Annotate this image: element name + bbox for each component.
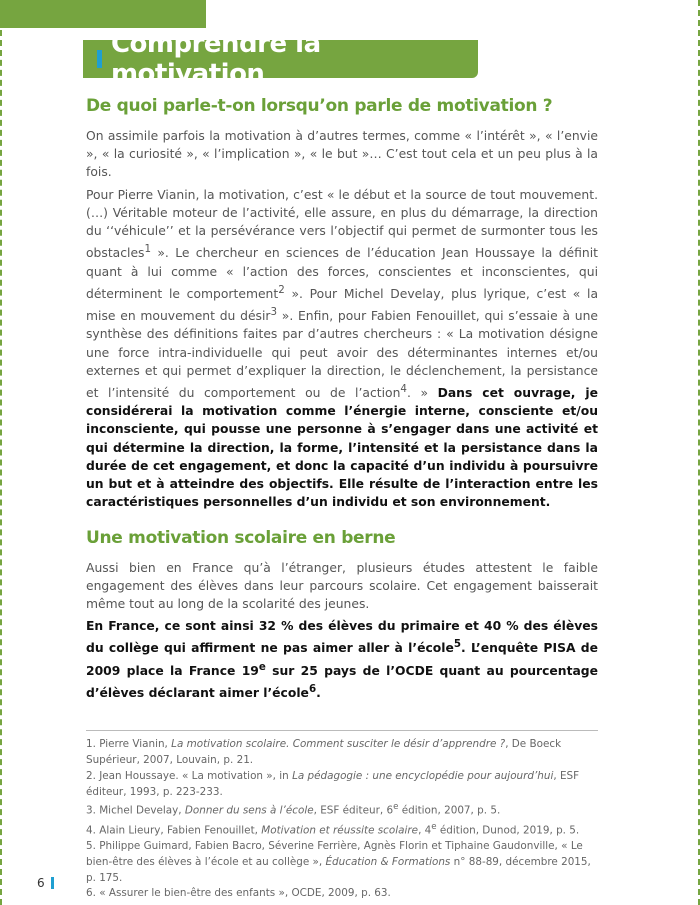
footnote-ref-5: 5 (453, 638, 462, 651)
left-dashed-border (0, 0, 2, 905)
footnote-5: 5. Philippe Guimard, Fabien Bacro, Séverine Ferrière, Agnès Florin et Tiphaine Gaudonville, « Le bien-être des élèves à l’école et au collège », Éducation & Formations n° 88-89, décembre 2015, p. 175. (86, 839, 591, 884)
footnote-1: 1. Pierre Vianin, La motivation scolaire. Comment susciter le désir d’apprendre ?, De Boeck Supérieur, 2007, Louvain, p. 21. (86, 738, 562, 767)
author-definition-bold: Dans cet ouvrage, je considérerai la motivation comme l’énergie interne, consciente et/ou inconsciente, qui pousse une personne à s’engager dans une activité et qui détermine la direction, la forme, l’intensité et la persistance dans la durée de cet engagement, et donc la capacité d’un individu à poursuivre un but et à atteindre des objectifs. Elle résulte de l’interaction entre les caractéristiques personnelles d’un individu et son environnement. (86, 386, 598, 510)
section-heading-school-motivation: Une motivation scolaire en berne (86, 527, 396, 548)
footnote-ref-6: 6 (308, 682, 317, 695)
footnote-3: 3. Michel Develay, Donner du sens à l’école, ESF éditeur, 6e édition, 2007, p. 5. (86, 802, 501, 817)
footnote-ref-3: 3 (270, 306, 278, 319)
paragraph-definitions: Pour Pierre Vianin, la motivation, c’est « le début et la source de tout mouvement. (…) Véritable moteur de l’activité, elle assure, en plus du démarrage, la direction du ‘‘véhicule’’ et la persévérance vers l’objectif qui permet de surmonter tous les obstacles$^1$ ». Le chercheur en sciences de l’éducation Jean Houssaye la définit quant à lui comme « l’action des forces, conscientes et inconscientes, qui déterminent le comportement$^2$ ». Pour Michel Develay, plus lyrique, c’est « la mise en mouvement du désir$^3$ ». Enfin, pour Fabien Fenouillet, qui s’essaie à une synthèse des définitions faites par d’autres chercheurs : « La motivation désigne une force intra-individuelle qui peut avoir des déterminantes internes et/ou externes et qui permet d’expliquer la direction, le déclenchement, la persistance et l’intensité du comportement ou de l’action$^4$. » Dans cet ouvrage, je considérerai la motivation comme l’énergie interne, consciente et/ou inconsciente, qui pousse une personne à s’engager dans une activité et qui détermine la direction, la forme, l’intensité et la persistance dans la durée de cet engagement, et donc la capacité d’un individu à poursuivre un but et à atteindre des objectifs. Elle résulte de l’interaction entre les caractéristiques personnelles d’un individu et son environnement. (86, 187, 599, 510)
paragraph-statistics: En France, ce sont ainsi 32 % des élèves du primaire et 40 % des élèves du collège qui affirment ne pas aimer aller à l’école$^5$. L’enquête PISA de 2009 place la France 19e sur 25 pays de l’OCDE quant au pourcentage d’élèves déclarant aimer l’école$^6$. (86, 619, 599, 701)
paragraph-intro: On assimile parfois la motivation à d’autres termes, comme « l’intérêt », « l’envie », « la curiosité », « l’implication », « le but »… C’est tout cela et un peu plus à la fois. (86, 129, 598, 180)
section-heading-motivation-definition: De quoi parle-t-on lorsqu’on parle de motivation ? (86, 96, 553, 116)
section-school-motivation (86, 526, 598, 703)
footnote-6: 6. « Assurer le bien-être des enfants », OCDE, 2009, p. 63. (86, 887, 391, 900)
page-number-marker (51, 877, 54, 889)
footnote-2: 2. Jean Houssaye. « La motivation », in La pédagogie : une encyclopédie pour aujourd’hui, ESF éditeur, 1993, p. 223-233. (86, 769, 580, 798)
chapter-title-bar (83, 29, 478, 89)
corner-tab-decoration (0, 0, 206, 28)
footnote-ref-2: 2 (278, 283, 285, 296)
paragraph-engagement: Aussi bien en France qu’à l’étranger, plusieurs études attestent le faible engagement des élèves dans leur parcours scolaire. Cet engagement baisserait même tout au long de la scolarité des jeunes. (86, 560, 598, 611)
page-number: 6 (37, 876, 54, 890)
footnote-ref-4: 4 (400, 382, 407, 395)
footnotes (86, 730, 598, 902)
page-content (86, 94, 598, 902)
title-marker (97, 50, 102, 68)
footnote-4: 4. Alain Lieury, Fabien Fenouillet, Motivation et réussite scolaire, 4e édition, Dunod, 2019, p. 5. (86, 821, 580, 837)
footnote-ref-1: 1 (144, 243, 152, 256)
chapter-title: Comprendre la motivation (110, 29, 321, 89)
